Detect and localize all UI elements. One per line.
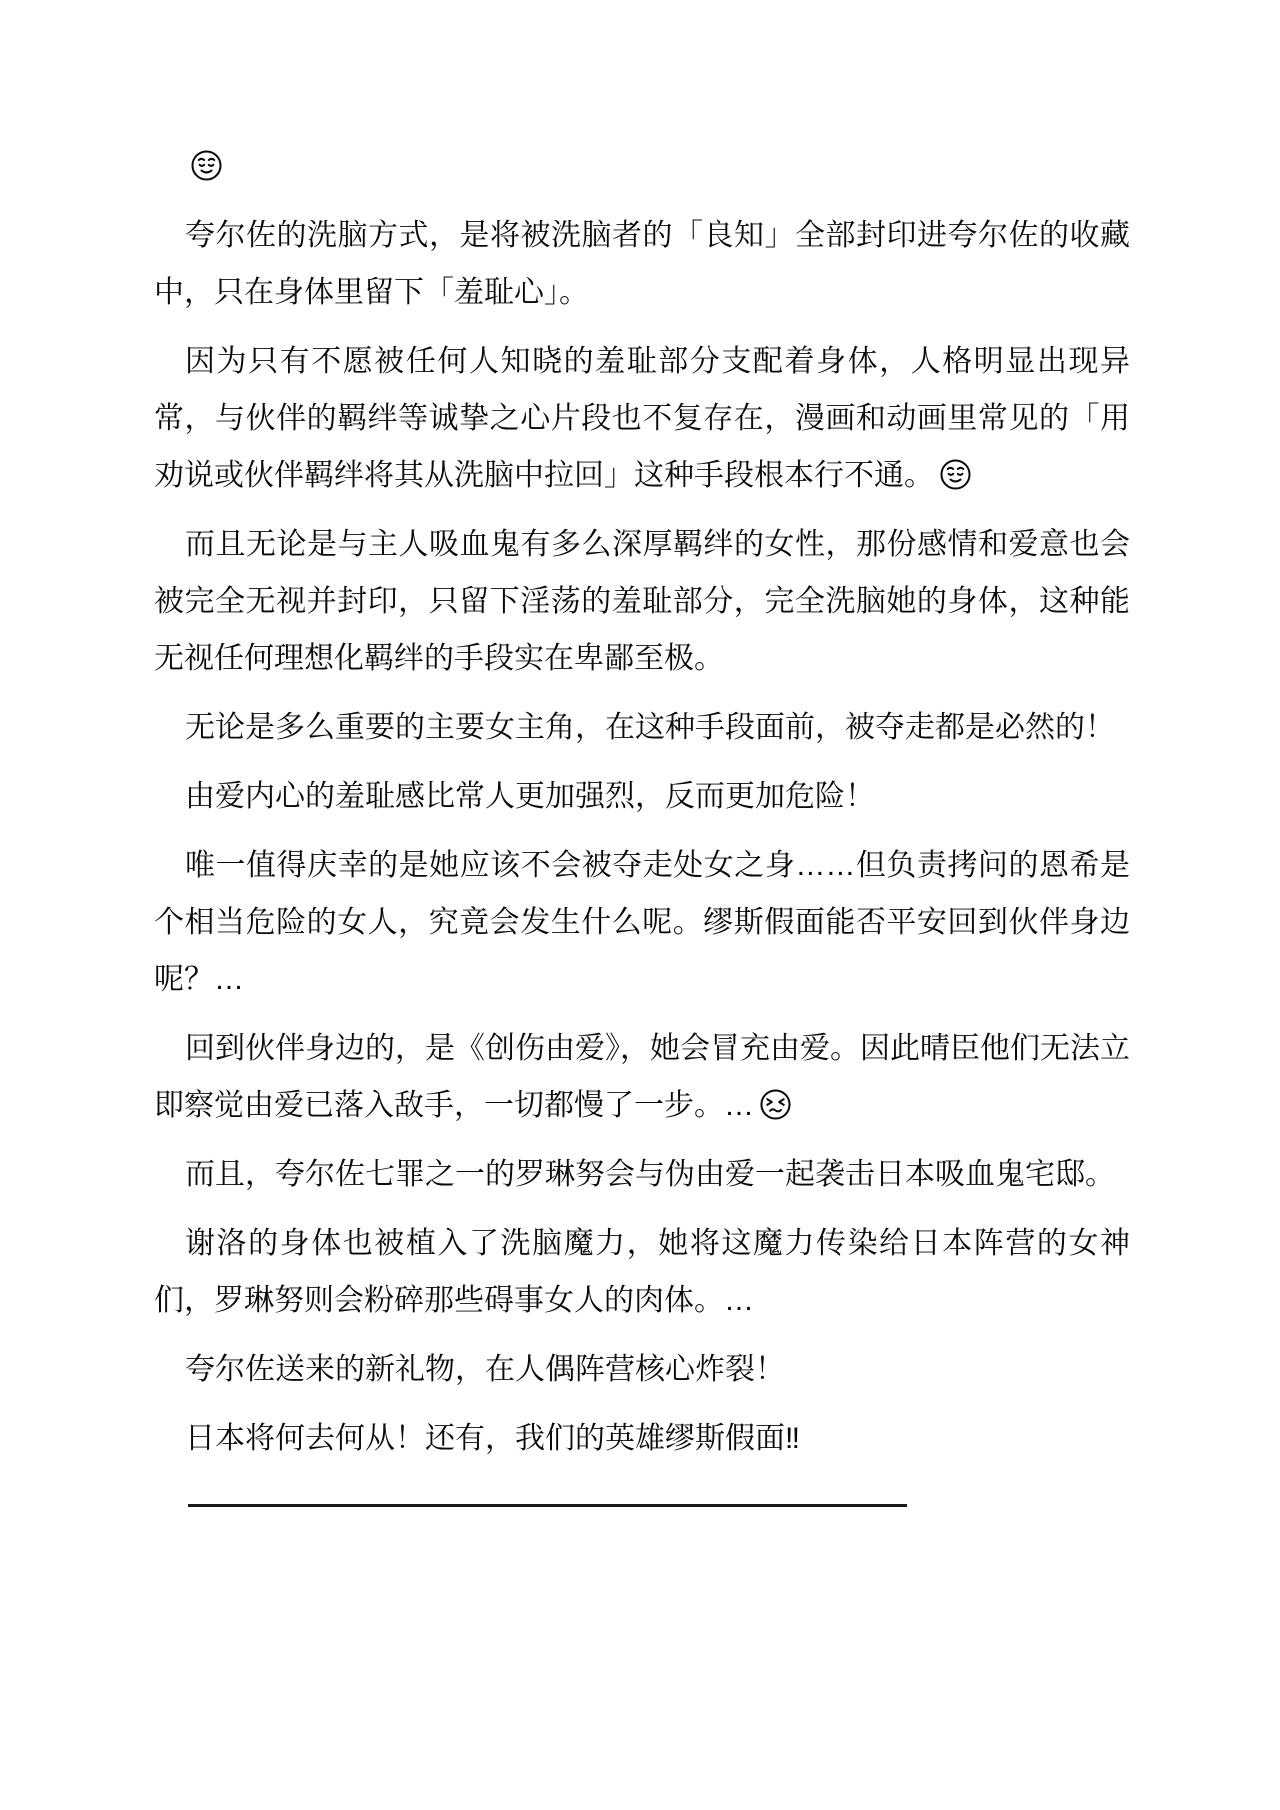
paragraph: 唯一值得庆幸的是她应该不会被夺走处女之身……但负责拷问的恩希是个相当危险的女人，究竟会发生什么呢。缪斯假面能否平安回到伙伴身边呢？… — [154, 849, 1130, 996]
relieved-face-emoji — [190, 149, 223, 182]
paragraph: 谢洛的身体也被植入了洗脑魔力，她将这魔力传染给日本阵营的女神们，罗琳努则会粉碎那些碍事女人的肉体。… — [154, 1227, 1130, 1317]
paragraph: 而且无论是与主人吸血鬼有多么深厚羁绊的女性，那份感情和爱意也会被完全无视并封印，只留下淫荡的羞耻部分，完全洗脑她的身体，这种能无视任何理想化羁绊的手段实在卑鄙至极。 — [154, 528, 1130, 675]
paragraph: 夸尔佐送来的新礼物，在人偶阵营核心炸裂！ — [185, 1353, 785, 1386]
emoji-paragraph — [154, 138, 1130, 195]
paragraph: 因为只有不愿被任何人知晓的羞耻部分支配着身体，人格明显出现异常，与伙伴的羁绊等诚挚之心片段也不复存在，漫画和动画里常见的「用劝说或伙伴羁绊将其从洗脑中拉回」这种手段根本行不通。 — [154, 345, 1130, 492]
persevering-face-emoji — [759, 1088, 792, 1121]
divider-line — [188, 1504, 907, 1507]
paragraph: 而且，夸尔佐七罪之一的罗琳努会与伪由爱一起袭击日本吸血鬼宅邸。 — [185, 1158, 1115, 1191]
paragraph: 无论是多么重要的主要女主角，在这种手段面前，被夺走都是必然的！ — [185, 711, 1115, 744]
document-body — [154, 138, 1130, 1467]
paragraph: 夸尔佐的洗脑方式，是将被洗脑者的「良知」全部封印进夸尔佐的收藏中，只在身体里留下「羞耻心」。 — [154, 219, 1130, 309]
paragraph: 日本将何去何从！还有，我们的英雄缪斯假面‼ — [185, 1422, 800, 1455]
relieved-face-emoji — [939, 458, 972, 491]
paragraph: 回到伙伴身边的，是《创伤由爱》，她会冒充由爱。因此晴臣他们无法立即察觉由爱已落入敌手，一切都慢了一步。… — [154, 1032, 1130, 1122]
paragraph: 由爱内心的羞耻感比常人更加强烈，反而更加危险！ — [185, 780, 875, 813]
